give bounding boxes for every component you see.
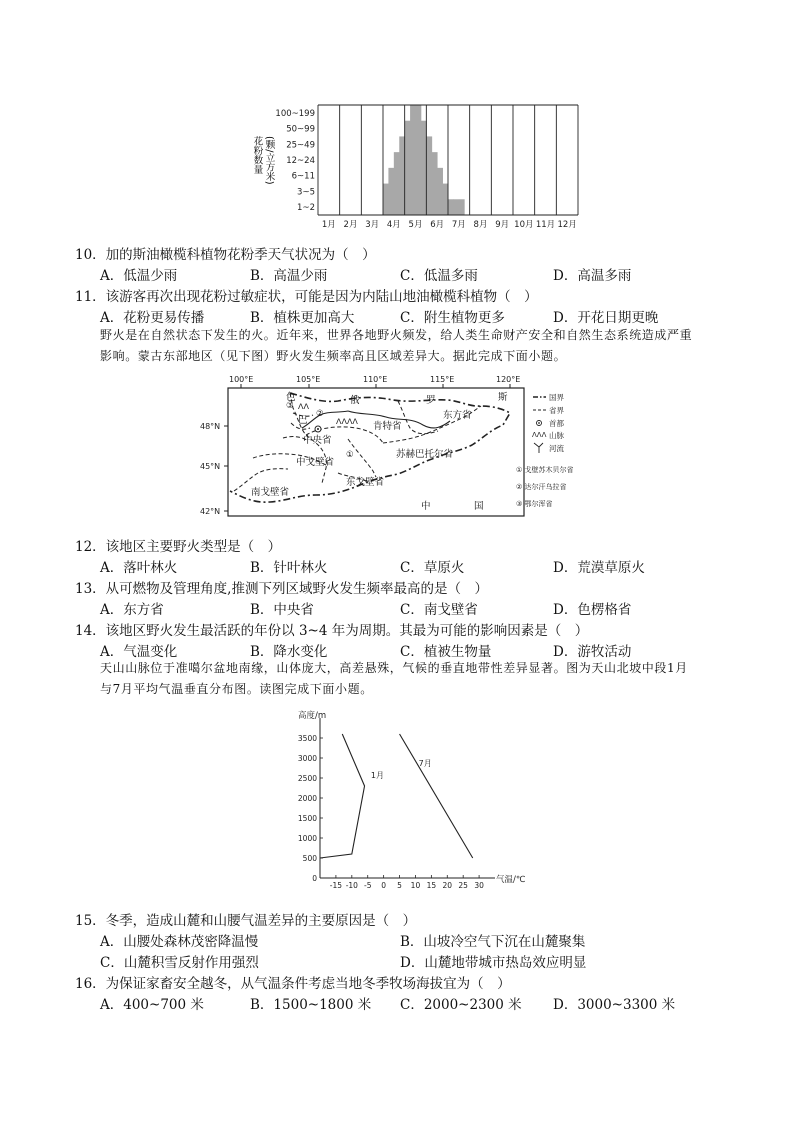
question-16: 16．为保证家畜安全越冬，从气温条件考虑当地冬季牧场海拔宜为（ ） [75, 976, 511, 992]
temp-x-tick-label: -10 [345, 881, 358, 890]
pollen-bar [416, 105, 422, 215]
q15-option-a[interactable]: A．山腰处森林茂密降温慢 [100, 934, 259, 950]
region-label: 斯 [498, 392, 508, 403]
q15-option-c[interactable]: C．山麓积雪反射作用强烈 [100, 955, 259, 971]
lat-label: 42°N [200, 507, 221, 516]
pollen-x-tick-label: 9月 [495, 220, 510, 230]
region-label: 国 [474, 501, 484, 512]
temp-chart-ylabel: 高度/m [298, 711, 327, 721]
pollen-x-tick-label: 10月 [514, 220, 534, 230]
pollen-y-tick-label: 3~5 [297, 187, 315, 198]
temp-y-tick-label: 3500 [297, 734, 317, 743]
pollen-bar [405, 121, 411, 215]
pollen-y-tick-label: 25~49 [286, 140, 315, 151]
region-label: 肯特省 [373, 421, 402, 432]
q14-option-a[interactable]: A．气温变化 [100, 644, 178, 660]
pollen-x-tick-label: 5月 [408, 220, 423, 230]
region-label: 巴 [298, 415, 308, 426]
temp-y-tick-label: 2500 [297, 774, 317, 783]
lat-label: 45°N [200, 462, 221, 471]
pollen-bar [453, 199, 459, 215]
pollen-x-tick-label: 3月 [365, 220, 380, 230]
q11-option-c[interactable]: C．附生植物更多 [400, 310, 505, 326]
marker-2: ② [316, 409, 324, 419]
marker-3: ③ [286, 401, 294, 411]
pollen-x-tick-label: 2月 [343, 220, 358, 230]
pollen-bar [437, 168, 443, 215]
pollen-y-title [252, 135, 276, 184]
q14-option-b[interactable]: B．降水变化 [250, 644, 328, 660]
svg-text:花粉数量: 花粉数量 [251, 136, 263, 174]
q14-option-d[interactable]: D．游牧活动 [553, 644, 632, 660]
pollen-bar [426, 136, 432, 215]
question-12: 12．该地区主要野火类型是（ ） [75, 539, 282, 555]
pollen-y-tick-label: 50~99 [286, 124, 315, 135]
passage-wildfire: 野火是在自然状态下发生的火。近年来，世界各地野火频发，给人类生命财产安全和自然生态系统造成严重影响。蒙古东部地区（见下图）野火发生频率高且区域差异大。据此完成下面小题。 [100, 328, 693, 363]
pollen-bar [394, 152, 400, 215]
temp-x-tick-label: 5 [397, 881, 402, 890]
temp-x-tick-label: 10 [410, 881, 421, 890]
pollen-x-tick-label: 12月 [557, 220, 577, 230]
capital-dot-icon [317, 428, 319, 430]
q10-option-c[interactable]: C．低温多雨 [400, 268, 478, 284]
q11-option-d[interactable]: D．开花日期更晚 [553, 310, 659, 326]
temperature-chart [290, 706, 540, 894]
region-label: 南戈壁省 [251, 487, 290, 498]
question-10: 10．加的斯油橄榄科植物花粉季天气状况为（ ） [75, 247, 376, 263]
region-label: 中戈壁省 [296, 457, 335, 468]
pollen-y-tick-label: 6~11 [291, 171, 315, 182]
pollen-x-tick-label: 1月 [321, 220, 336, 230]
q12-option-a[interactable]: A．落叶林火 [100, 560, 178, 576]
temp-chart-lines [320, 734, 473, 858]
temp-y-tick-label: 1000 [297, 834, 317, 843]
temp-y-tick-label: 3000 [297, 754, 317, 763]
pollen-bar [459, 199, 465, 215]
region-label: 东戈壁省 [346, 477, 385, 488]
temp-chart-axes [298, 718, 495, 890]
pollen-bar [443, 184, 449, 215]
temp-x-tick-label: 20 [442, 881, 453, 890]
q16-option-c[interactable]: C．2000~2300 米 [400, 997, 522, 1013]
legend-item: 省界 [549, 406, 564, 415]
legend-note: ① 戈壁苏木贝尔省 [516, 466, 574, 474]
pollen-x-tick-label: 7月 [451, 220, 466, 230]
pollen-chart [248, 98, 588, 236]
temp-y-tick-label: 0 [312, 874, 317, 883]
lon-label: 100°E [229, 375, 254, 384]
pollen-y-tick-label: 1~2 [297, 203, 315, 214]
q15-option-b[interactable]: B．山坡冷空气下沉在山麓聚集 [400, 934, 586, 950]
q13-option-b[interactable]: B．中央省 [250, 602, 314, 618]
temp-x-tick-label: -15 [329, 881, 343, 890]
temp-x-tick-label: 30 [474, 881, 484, 890]
lat-label: 48°N [200, 422, 221, 431]
q10-option-a[interactable]: A．低温少雨 [100, 268, 178, 284]
temp-x-tick-label: 15 [426, 881, 437, 890]
pollen-bar [410, 105, 416, 215]
pollen-y-tick-label: 100~199 [275, 108, 315, 119]
q12-option-d[interactable]: D．荒漠草原火 [553, 560, 645, 576]
temp-y-tick-label: 1500 [297, 814, 317, 823]
legend-note: ② 达尔汗乌拉省 [516, 483, 567, 491]
lon-label: 105°E [296, 375, 321, 384]
q16-option-d[interactable]: D．3000~3300 米 [553, 997, 676, 1013]
temp-y-tick-label: 500 [302, 854, 317, 863]
pollen-bar [383, 184, 389, 215]
mongolia-map [198, 373, 600, 521]
temp-chart-xlabel: 气温/℃ [496, 875, 526, 885]
pollen-bars [383, 105, 465, 215]
pollen-x-tick-labels [322, 220, 577, 230]
q10-option-d[interactable]: D．高温多雨 [553, 268, 632, 284]
pollen-bar [388, 168, 394, 215]
q10-option-b[interactable]: B．高温少雨 [250, 268, 328, 284]
q13-option-c[interactable]: C．南戈壁省 [400, 602, 478, 618]
region-label: 罗 [426, 395, 436, 406]
q12-option-c[interactable]: C．草原火 [400, 560, 465, 576]
q13-option-d[interactable]: D．色楞格省 [553, 602, 632, 618]
pollen-y-tick-labels [275, 109, 315, 213]
region-label: 俄 [350, 395, 360, 406]
q11-option-b[interactable]: B．植株更加高大 [250, 310, 355, 326]
temp-y-tick-label: 2000 [297, 794, 317, 803]
q14-option-c[interactable]: C．植被生物量 [400, 644, 492, 660]
pollen-x-tick-label: 11月 [535, 220, 556, 230]
svg-text:ᐱᐱᐱ: ᐱᐱᐱ [532, 431, 547, 439]
legend-item: 河流 [549, 444, 564, 453]
region-label: 中央省 [303, 435, 332, 446]
question-14: 14．该地区野火发生最活跃的年份以 3~4 年为周期。其最为可能的影响因素是（ ） [75, 623, 589, 639]
temp-series-line [400, 734, 473, 858]
q15-option-d[interactable]: D．山麓地带城市热岛效应明显 [400, 955, 587, 971]
question-15: 15．冬季，造成山麓和山腰气温差异的主要原因是（ ） [75, 913, 417, 929]
pollen-y-tick-label: 12~24 [286, 156, 315, 166]
region-label: 苏赫巴托尔省 [396, 449, 454, 460]
q13-option-a[interactable]: A．东方省 [100, 602, 164, 618]
pollen-grid [318, 105, 578, 215]
temp-x-tick-label: -5 [363, 881, 372, 890]
temp-x-tick-label: 0 [381, 881, 387, 890]
map-legend [516, 393, 574, 508]
svg-text:(颗/立方米): (颗/立方米) [263, 136, 275, 185]
q12-option-b[interactable]: B．针叶林火 [250, 560, 328, 576]
lon-label: 110°E [363, 375, 388, 384]
q16-option-b[interactable]: B．1500~1800 米 [250, 997, 372, 1013]
marker-1: ① [346, 450, 354, 460]
svg-text:ᐱᐱ: ᐱᐱ [298, 402, 309, 411]
lon-label: 120°E [496, 375, 521, 384]
temp-series-label: 1月 [370, 771, 385, 780]
question-13: 13．从可燃物及管理角度,推测下列区域野火发生频率最高的是（ ） [75, 581, 488, 597]
q11-option-a[interactable]: A．花粉更易传播 [100, 310, 205, 326]
svg-text:ᐱᐱᐱᐱ: ᐱᐱᐱᐱ [336, 417, 358, 426]
region-label: 中 [421, 501, 431, 512]
q16-option-a[interactable]: A．400~700 米 [100, 997, 204, 1013]
pollen-x-tick-label: 8月 [473, 220, 488, 230]
temp-series-label: 7月 [418, 759, 432, 768]
legend-note: ③ 鄂尔浑省 [516, 500, 553, 508]
question-11: 11．该游客再次出现花粉过敏症状，可能是因为内陆山地油橄榄科植物（ ） [75, 289, 538, 305]
region-label: 东方省 [443, 410, 472, 421]
pollen-bar [448, 199, 454, 215]
pollen-bar [421, 121, 427, 215]
legend-item: 首都 [549, 419, 564, 428]
pollen-x-tick-label: 6月 [430, 220, 445, 230]
legend-item: 国界 [549, 393, 564, 402]
lon-label: 115°E [430, 375, 455, 384]
pollen-bar [432, 152, 438, 215]
pollen-bar [399, 136, 405, 215]
temp-series-line [320, 734, 365, 858]
temp-x-tick-label: 25 [458, 881, 468, 890]
legend-item: 山脉 [549, 431, 564, 440]
pollen-x-tick-label: 4月 [386, 220, 401, 230]
passage-tianshan: 天山山脉位于准噶尔盆地南缘，山体庞大，高差悬殊，气候的垂直地带性差异显著。图为天山北坡中段1月与7月平均气温垂直分布图。读图完成下面小题。 [100, 661, 688, 696]
region-label: 色 [286, 392, 296, 403]
